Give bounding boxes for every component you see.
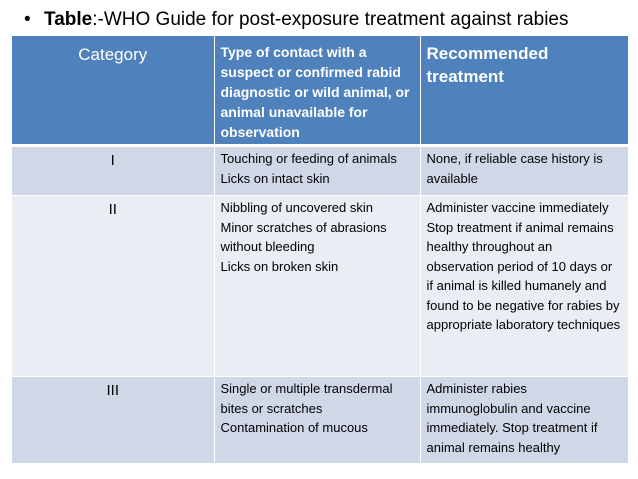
cell-treatment: Administer vaccine immediately Stop treatment if animal remains healthy throughout an observation period of 10 days or if animal is killed humanely and found to be negative for rabies by appropriate laboratory techniques: [420, 196, 628, 377]
cell-contact: Nibbling of uncovered skin Minor scratches of abrasions without bleeding Licks on broken skin: [214, 196, 420, 377]
cell-contact: Touching or feeding of animals Licks on intact skin: [214, 146, 420, 196]
header-recommended-treatment: Recommended treatment: [420, 36, 628, 146]
header-category: Category: [12, 36, 214, 146]
cell-contact: Single or multiple transdermal bites or scratches Contamination of mucous: [214, 377, 420, 464]
cell-category: III: [12, 377, 214, 464]
title-text: :-WHO Guide for post-exposure treatment against rabies: [92, 9, 569, 30]
slide-title: [24, 8, 568, 32]
cell-category: I: [12, 146, 214, 196]
table-header-row: [12, 36, 628, 146]
table-row: [12, 377, 628, 464]
table-row: [12, 196, 628, 377]
cell-treatment: Administer rabies immunoglobulin and vaccine immediately. Stop treatment if animal remains healthy: [420, 377, 628, 464]
cell-treatment: None, if reliable case history is available: [420, 146, 628, 196]
table-row: [12, 146, 628, 196]
header-contact-type: Type of contact with a suspect or confirmed rabid diagnostic or wild animal, or animal unavailable for observation: [214, 36, 420, 146]
bullet-icon: •: [24, 9, 31, 30]
title-label: Table: [44, 9, 93, 30]
who-rabies-table: [12, 36, 629, 464]
cell-category: II: [12, 196, 214, 377]
